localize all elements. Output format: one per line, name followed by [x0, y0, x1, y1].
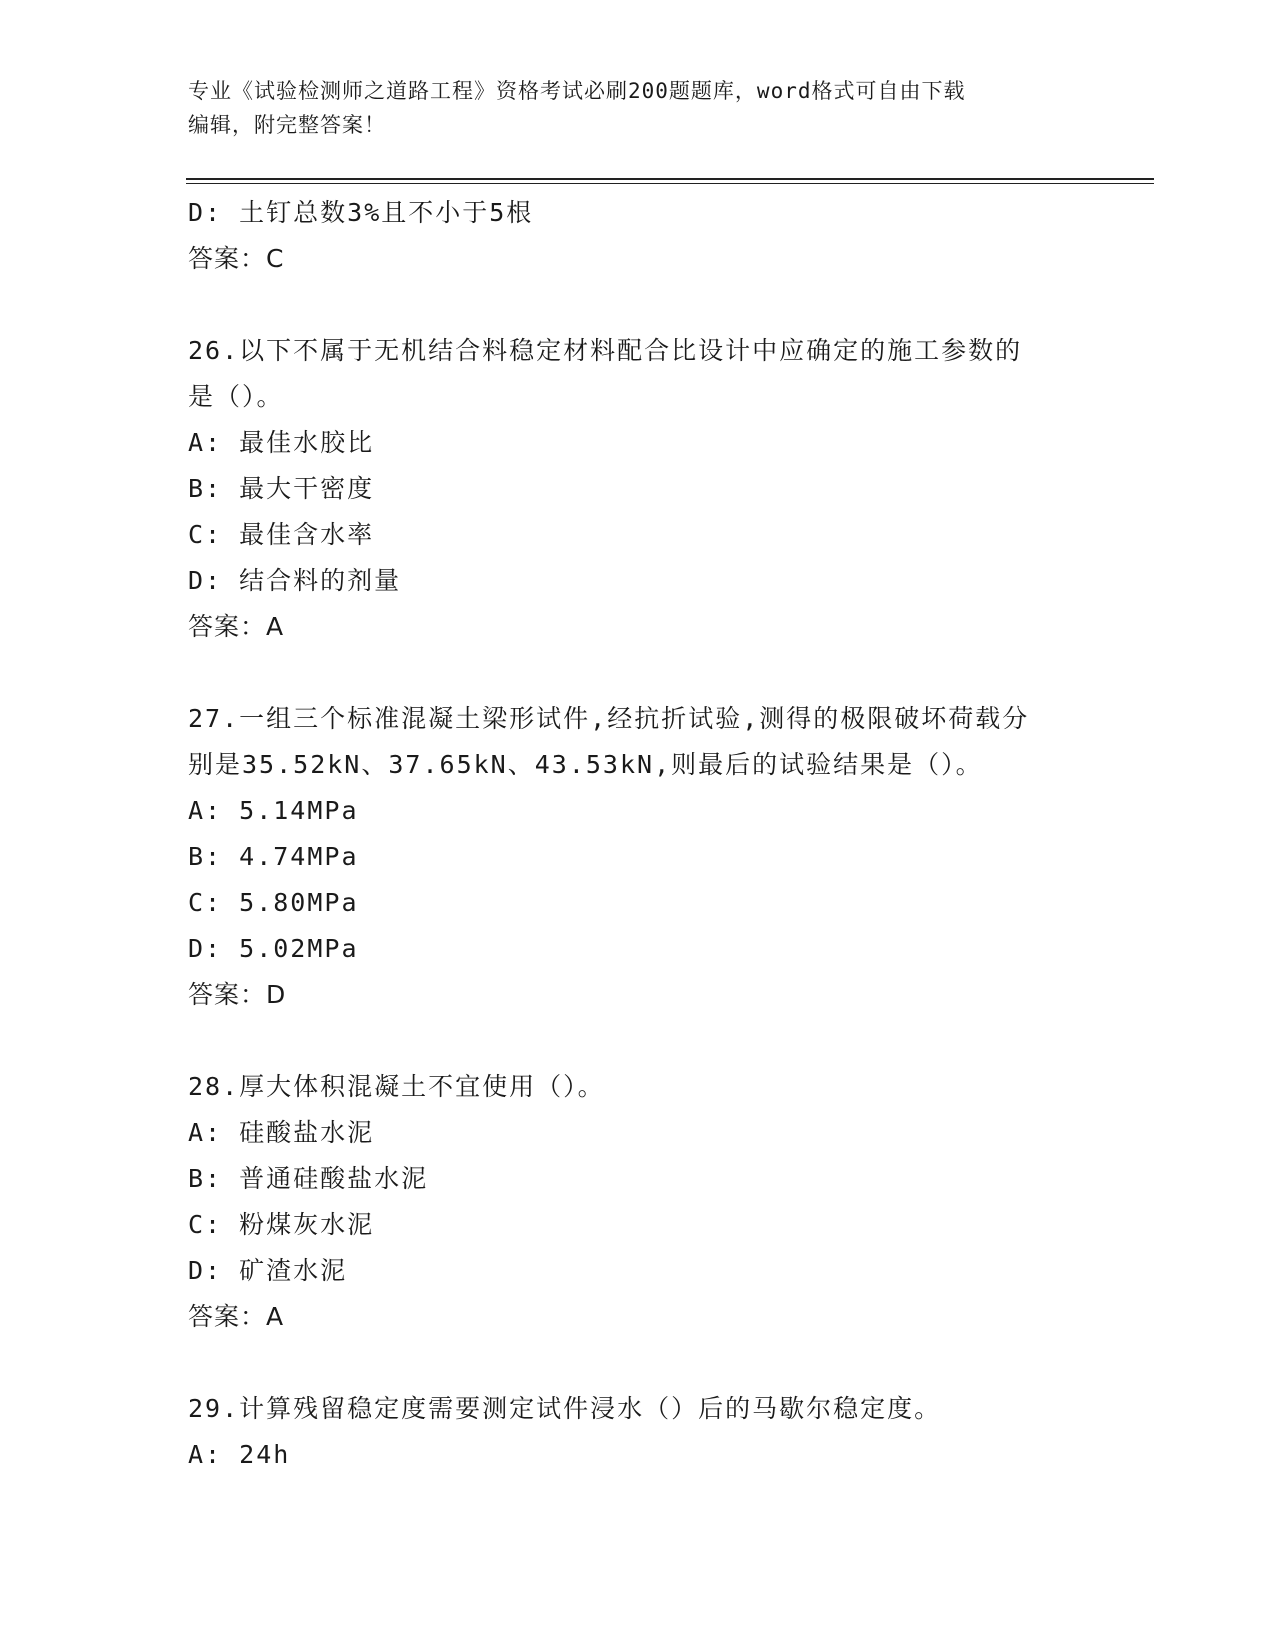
- header-rule-thin: [186, 183, 1154, 184]
- question-stem: 27.一组三个标准混凝土梁形试件,经抗折试验,测得的极限破坏荷载分: [188, 704, 1030, 733]
- header-line-1: 专业《试验检测师之道路工程》资格考试必刷200题题库，word格式可自由下载: [188, 79, 966, 103]
- spacer: [188, 1018, 1088, 1064]
- option-a: A: 5.14MPa: [188, 796, 359, 825]
- header-line-2: 编辑，附完整答案！: [188, 113, 386, 137]
- question-27: [188, 696, 1088, 1018]
- option-b: B: 4.74MPa: [188, 842, 359, 871]
- option-b: B: 普通硅酸盐水泥: [188, 1164, 429, 1193]
- question-26: [188, 328, 1088, 650]
- option-c: C: 最佳含水率: [188, 520, 375, 549]
- question-29: [188, 1386, 1088, 1478]
- option-a: A: 24h: [188, 1440, 291, 1469]
- option-c: C: 粉煤灰水泥: [188, 1210, 375, 1239]
- answer: 答案：D: [188, 980, 287, 1009]
- option-a: A: 最佳水胶比: [188, 428, 375, 457]
- spacer: [188, 282, 1088, 328]
- question-stem-cont: 别是35.52kN、37.65kN、43.53kN,则最后的试验结果是（）。: [188, 750, 983, 779]
- answer: 答案：A: [188, 1302, 285, 1331]
- answer: 答案：A: [188, 612, 285, 641]
- option-d: D: 矿渣水泥: [188, 1256, 348, 1285]
- page-header: [188, 74, 1068, 142]
- spacer: [188, 1340, 1088, 1386]
- option-b: B: 最大干密度: [188, 474, 375, 503]
- question-stem: 29.计算残留稳定度需要测定试件浸水（）后的马歇尔稳定度。: [188, 1394, 942, 1423]
- option-d: D: 结合料的剂量: [188, 566, 402, 595]
- header-rule-thick: [186, 178, 1154, 180]
- question-stem: 26.以下不属于无机结合料稳定材料配合比设计中应确定的施工参数的: [188, 336, 1023, 365]
- option-c: C: 5.80MPa: [188, 888, 359, 917]
- option-d: D: 5.02MPa: [188, 934, 359, 963]
- question-list: [188, 190, 1088, 1478]
- prev-option-d: D: 土钉总数3%且不小于5根: [188, 198, 534, 227]
- question-28: [188, 1064, 1088, 1340]
- question-stem-cont: 是（）。: [188, 382, 284, 411]
- prev-answer: 答案：C: [188, 244, 285, 273]
- spacer: [188, 650, 1088, 696]
- question-stem: 28.厚大体积混凝土不宜使用（）。: [188, 1072, 605, 1101]
- option-a: A: 硅酸盐水泥: [188, 1118, 375, 1147]
